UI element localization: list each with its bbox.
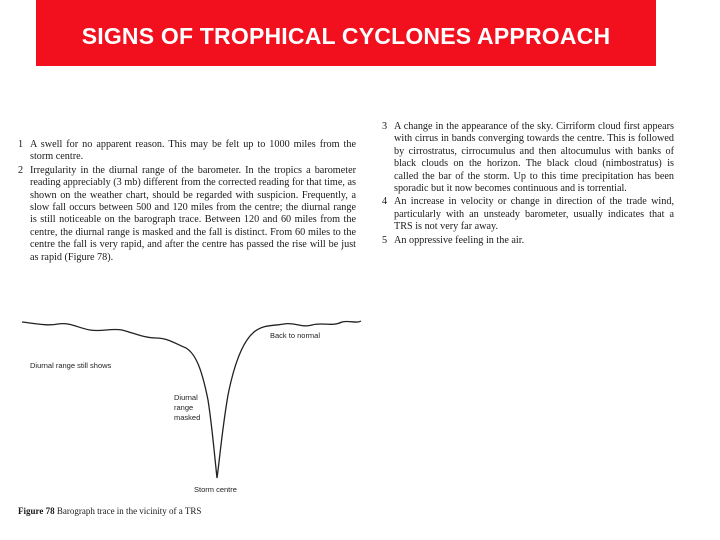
item-number: 3: [382, 121, 388, 132]
label-back-to-normal: Back to normal: [270, 331, 321, 340]
item-text: A change in the appearance of the sky. Cirriform cloud first appears with cirrus in bands converging towards the centre. This is followed by cirrostratus, cirrocumulus and then altocumulus with banks of black clouds on the horizon. The black cloud (nimbostratus) is called the bar of the storm. Up to this time precipitation has been sporadic but it now becomes continuous and is torrential.: [394, 121, 674, 195]
item-text: An increase in velocity or change in direction of the trade wind, particularly with an unsteady barometer, usually indicates that a TRS is not very far away.: [394, 196, 674, 233]
figure-caption: [18, 506, 201, 516]
label-diurnal-range: Diurnal range still shows: [30, 361, 112, 370]
label-masked-1: Diurnal: [174, 393, 198, 402]
list-item: [382, 235, 674, 247]
caption-text: Barograph trace in the vicinity of a TRS: [54, 506, 202, 516]
title-banner: [36, 0, 656, 66]
item-text: An oppressive feeling in the air.: [394, 234, 525, 246]
list-item: [18, 165, 356, 264]
left-column: [18, 139, 356, 265]
item-number: 1: [18, 139, 24, 150]
item-number: 5: [382, 234, 388, 246]
label-storm-centre: Storm centre: [194, 485, 237, 494]
barograph-figure: [18, 300, 363, 500]
slide-title: SIGNS OF TROPHICAL CYCLONES APPROACH: [81, 22, 611, 49]
caption-label: Figure 78: [18, 506, 55, 516]
item-text: Irregularity in the diurnal range of the barometer. In the tropics a barometer reading appreciably (3 mb) different from the corrected reading for that time, as shown on the weather chart, should be regarded with suspicion. Frequently, a slow fall occurs between 500 and 120 miles from the centre; the diurnal range is still noticeable on the barograph trace. Between 120 and 60 miles from the centre, the diurnal range is masked and the fall is distinct. From 60 miles to the centre the fall is very rapid, and after the centre has passed the rise will be just as rapid (Figure 78).: [30, 164, 356, 263]
list-item: [18, 139, 356, 164]
item-text: A swell for no apparent reason. This may be felt up to 1000 miles from the storm centre.: [30, 139, 356, 163]
item-number: 2: [18, 164, 24, 176]
list-item: [382, 196, 674, 233]
label-masked-3: masked: [174, 413, 201, 422]
label-masked-2: range: [174, 403, 194, 412]
list-item: [382, 121, 674, 195]
right-column: [382, 121, 674, 248]
item-number: 4: [382, 196, 388, 208]
